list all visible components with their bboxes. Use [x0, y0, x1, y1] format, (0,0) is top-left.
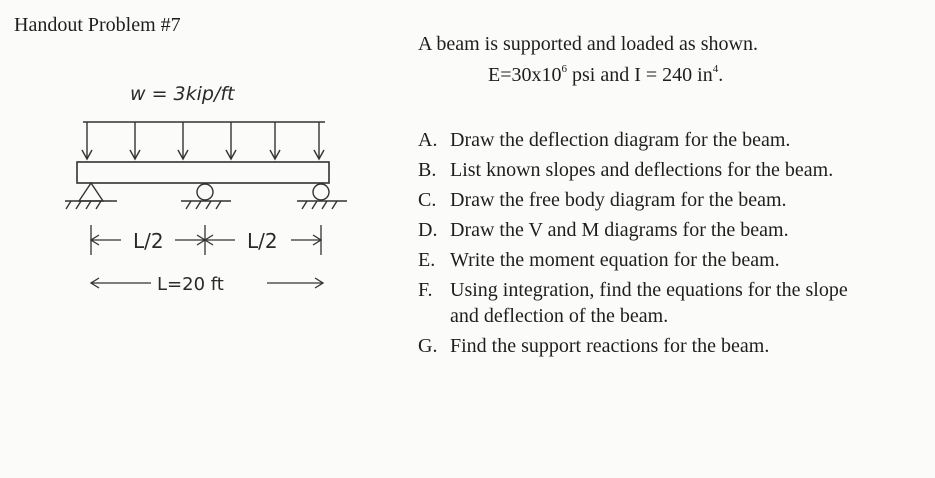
beam — [77, 162, 329, 183]
task-text-continuation: and deflection of the beam. — [450, 305, 669, 327]
task-letter: E. — [418, 249, 436, 271]
task-text: Find the support reactions for the beam. — [450, 335, 770, 357]
modulus-exponent: 6 — [561, 63, 567, 75]
task-text: Using integration, find the equations for the slope — [450, 279, 848, 301]
task-text: Draw the free body diagram for the beam. — [450, 189, 787, 211]
task-item — [418, 185, 848, 215]
distributed-load-arrows — [82, 122, 324, 159]
task-letter: F. — [418, 279, 433, 301]
task-letter: C. — [418, 189, 437, 211]
length-label: L=20 ft — [157, 274, 224, 295]
roller-support-middle — [181, 184, 231, 209]
handout-title: Handout Problem #7 — [14, 14, 181, 36]
task-letter: A. — [418, 129, 438, 151]
roller-support-right — [297, 184, 347, 209]
pin-support — [65, 183, 117, 209]
span-right-label: L/2 — [247, 229, 278, 253]
task-item — [418, 331, 848, 361]
task-text: List known slopes and deflections for the beam. — [450, 159, 834, 181]
task-letter: G. — [418, 335, 438, 357]
inertia-text: psi and I = 240 in — [567, 64, 713, 86]
task-text: Draw the deflection diagram for the beam. — [450, 129, 791, 151]
task-text: Write the moment equation for the beam. — [450, 249, 780, 271]
task-item — [418, 215, 848, 245]
material-properties — [488, 64, 723, 87]
task-item — [418, 275, 848, 331]
load-label: w = 3kip/ft — [130, 83, 235, 105]
inertia-exponent: 4 — [712, 63, 719, 75]
properties-period: . — [718, 64, 724, 86]
task-item — [418, 245, 848, 275]
span-dimension — [91, 225, 321, 255]
task-letter: D. — [418, 219, 438, 241]
task-letter: B. — [418, 159, 437, 181]
task-text: Draw the V and M diagrams for the beam. — [450, 219, 789, 241]
span-left-label: L/2 — [133, 229, 164, 253]
problem-intro: A beam is supported and loaded as shown. — [418, 33, 758, 55]
task-list — [418, 125, 848, 361]
task-item — [418, 125, 848, 155]
beam-diagram — [55, 70, 365, 310]
modulus-text: E=30x10 — [488, 64, 562, 86]
task-item — [418, 155, 848, 185]
